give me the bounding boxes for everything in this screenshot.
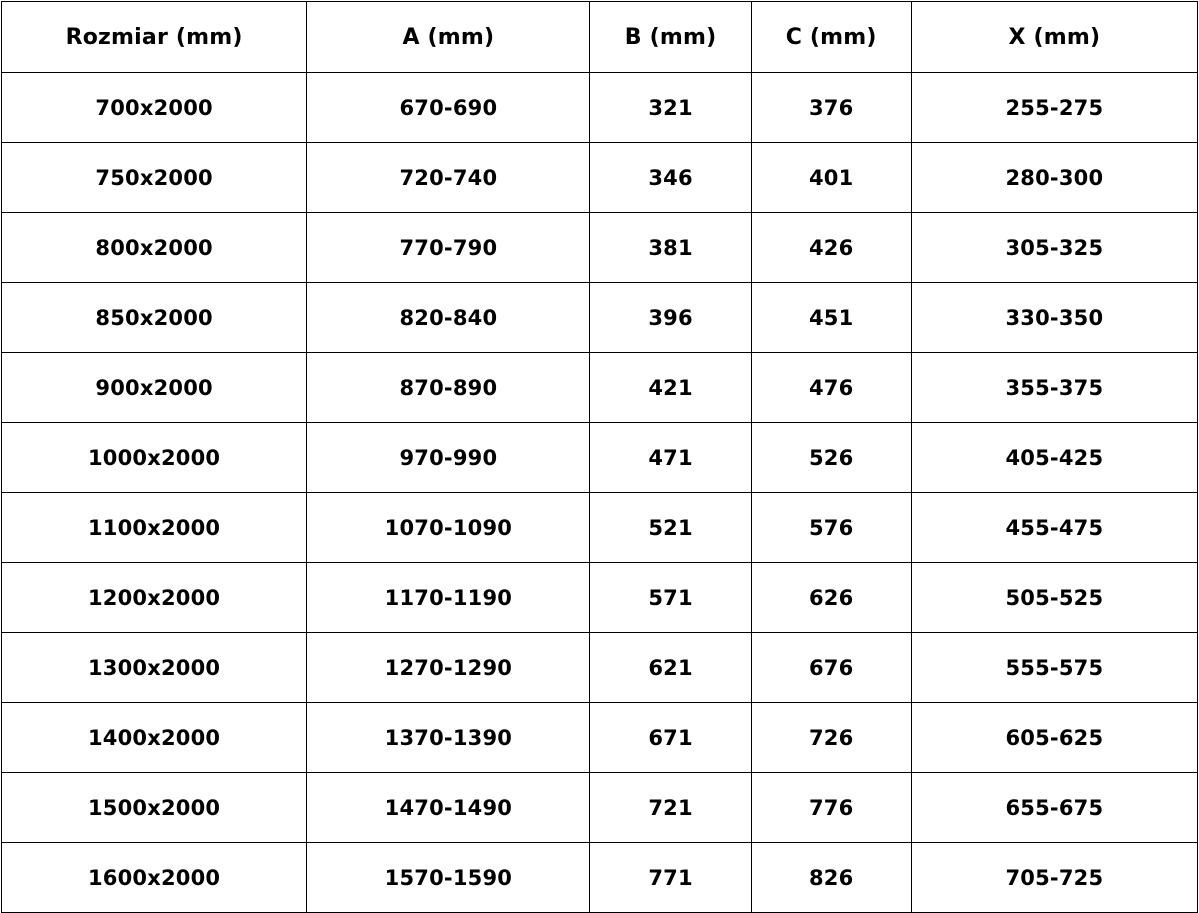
cell-c: 826: [751, 843, 911, 913]
cell-a: 1370-1390: [307, 703, 590, 773]
cell-a: 820-840: [307, 283, 590, 353]
cell-x: 505-525: [911, 563, 1197, 633]
cell-a: 1570-1590: [307, 843, 590, 913]
table-header: [2, 2, 1198, 73]
cell-size: 900x2000: [2, 353, 307, 423]
cell-a: 970-990: [307, 423, 590, 493]
cell-b: 571: [590, 563, 751, 633]
cell-x: 705-725: [911, 843, 1197, 913]
cell-c: 426: [751, 213, 911, 283]
table-row: [2, 703, 1198, 773]
cell-x: 455-475: [911, 493, 1197, 563]
table-row: [2, 843, 1198, 913]
cell-x: 405-425: [911, 423, 1197, 493]
cell-a: 1170-1190: [307, 563, 590, 633]
cell-size: 800x2000: [2, 213, 307, 283]
table-row: [2, 423, 1198, 493]
cell-size: 1000x2000: [2, 423, 307, 493]
cell-b: 346: [590, 143, 751, 213]
cell-size: 700x2000: [2, 73, 307, 143]
cell-a: 1070-1090: [307, 493, 590, 563]
cell-c: 526: [751, 423, 911, 493]
cell-x: 330-350: [911, 283, 1197, 353]
table-row: [2, 283, 1198, 353]
cell-x: 655-675: [911, 773, 1197, 843]
cell-x: 280-300: [911, 143, 1197, 213]
cell-b: 621: [590, 633, 751, 703]
cell-size: 1200x2000: [2, 563, 307, 633]
table-body: [2, 73, 1198, 913]
cell-x: 305-325: [911, 213, 1197, 283]
cell-a: 720-740: [307, 143, 590, 213]
cell-a: 1470-1490: [307, 773, 590, 843]
cell-a: 1270-1290: [307, 633, 590, 703]
table-row: [2, 213, 1198, 283]
cell-b: 521: [590, 493, 751, 563]
column-header-x: X (mm): [911, 2, 1197, 73]
cell-x: 605-625: [911, 703, 1197, 773]
table-row: [2, 493, 1198, 563]
cell-b: 381: [590, 213, 751, 283]
cell-c: 776: [751, 773, 911, 843]
header-row: [2, 2, 1198, 73]
cell-size: 1500x2000: [2, 773, 307, 843]
cell-c: 451: [751, 283, 911, 353]
column-header-a: A (mm): [307, 2, 590, 73]
cell-b: 771: [590, 843, 751, 913]
cell-b: 721: [590, 773, 751, 843]
cell-a: 870-890: [307, 353, 590, 423]
column-header-size: Rozmiar (mm): [2, 2, 307, 73]
table-row: [2, 73, 1198, 143]
table-row: [2, 563, 1198, 633]
cell-c: 401: [751, 143, 911, 213]
cell-c: 726: [751, 703, 911, 773]
table-row: [2, 633, 1198, 703]
cell-size: 850x2000: [2, 283, 307, 353]
cell-size: 1400x2000: [2, 703, 307, 773]
dimension-table: [1, 1, 1198, 913]
cell-c: 376: [751, 73, 911, 143]
cell-size: 1600x2000: [2, 843, 307, 913]
table-row: [2, 353, 1198, 423]
cell-a: 670-690: [307, 73, 590, 143]
cell-c: 626: [751, 563, 911, 633]
cell-b: 671: [590, 703, 751, 773]
cell-b: 321: [590, 73, 751, 143]
cell-size: 1300x2000: [2, 633, 307, 703]
table-row: [2, 143, 1198, 213]
cell-x: 555-575: [911, 633, 1197, 703]
cell-x: 355-375: [911, 353, 1197, 423]
table-row: [2, 773, 1198, 843]
cell-x: 255-275: [911, 73, 1197, 143]
column-header-c: C (mm): [751, 2, 911, 73]
column-header-b: B (mm): [590, 2, 751, 73]
cell-b: 421: [590, 353, 751, 423]
cell-a: 770-790: [307, 213, 590, 283]
cell-size: 750x2000: [2, 143, 307, 213]
cell-size: 1100x2000: [2, 493, 307, 563]
cell-c: 676: [751, 633, 911, 703]
cell-b: 396: [590, 283, 751, 353]
dimension-table-sheet: [0, 1, 1199, 912]
cell-b: 471: [590, 423, 751, 493]
cell-c: 576: [751, 493, 911, 563]
cell-c: 476: [751, 353, 911, 423]
